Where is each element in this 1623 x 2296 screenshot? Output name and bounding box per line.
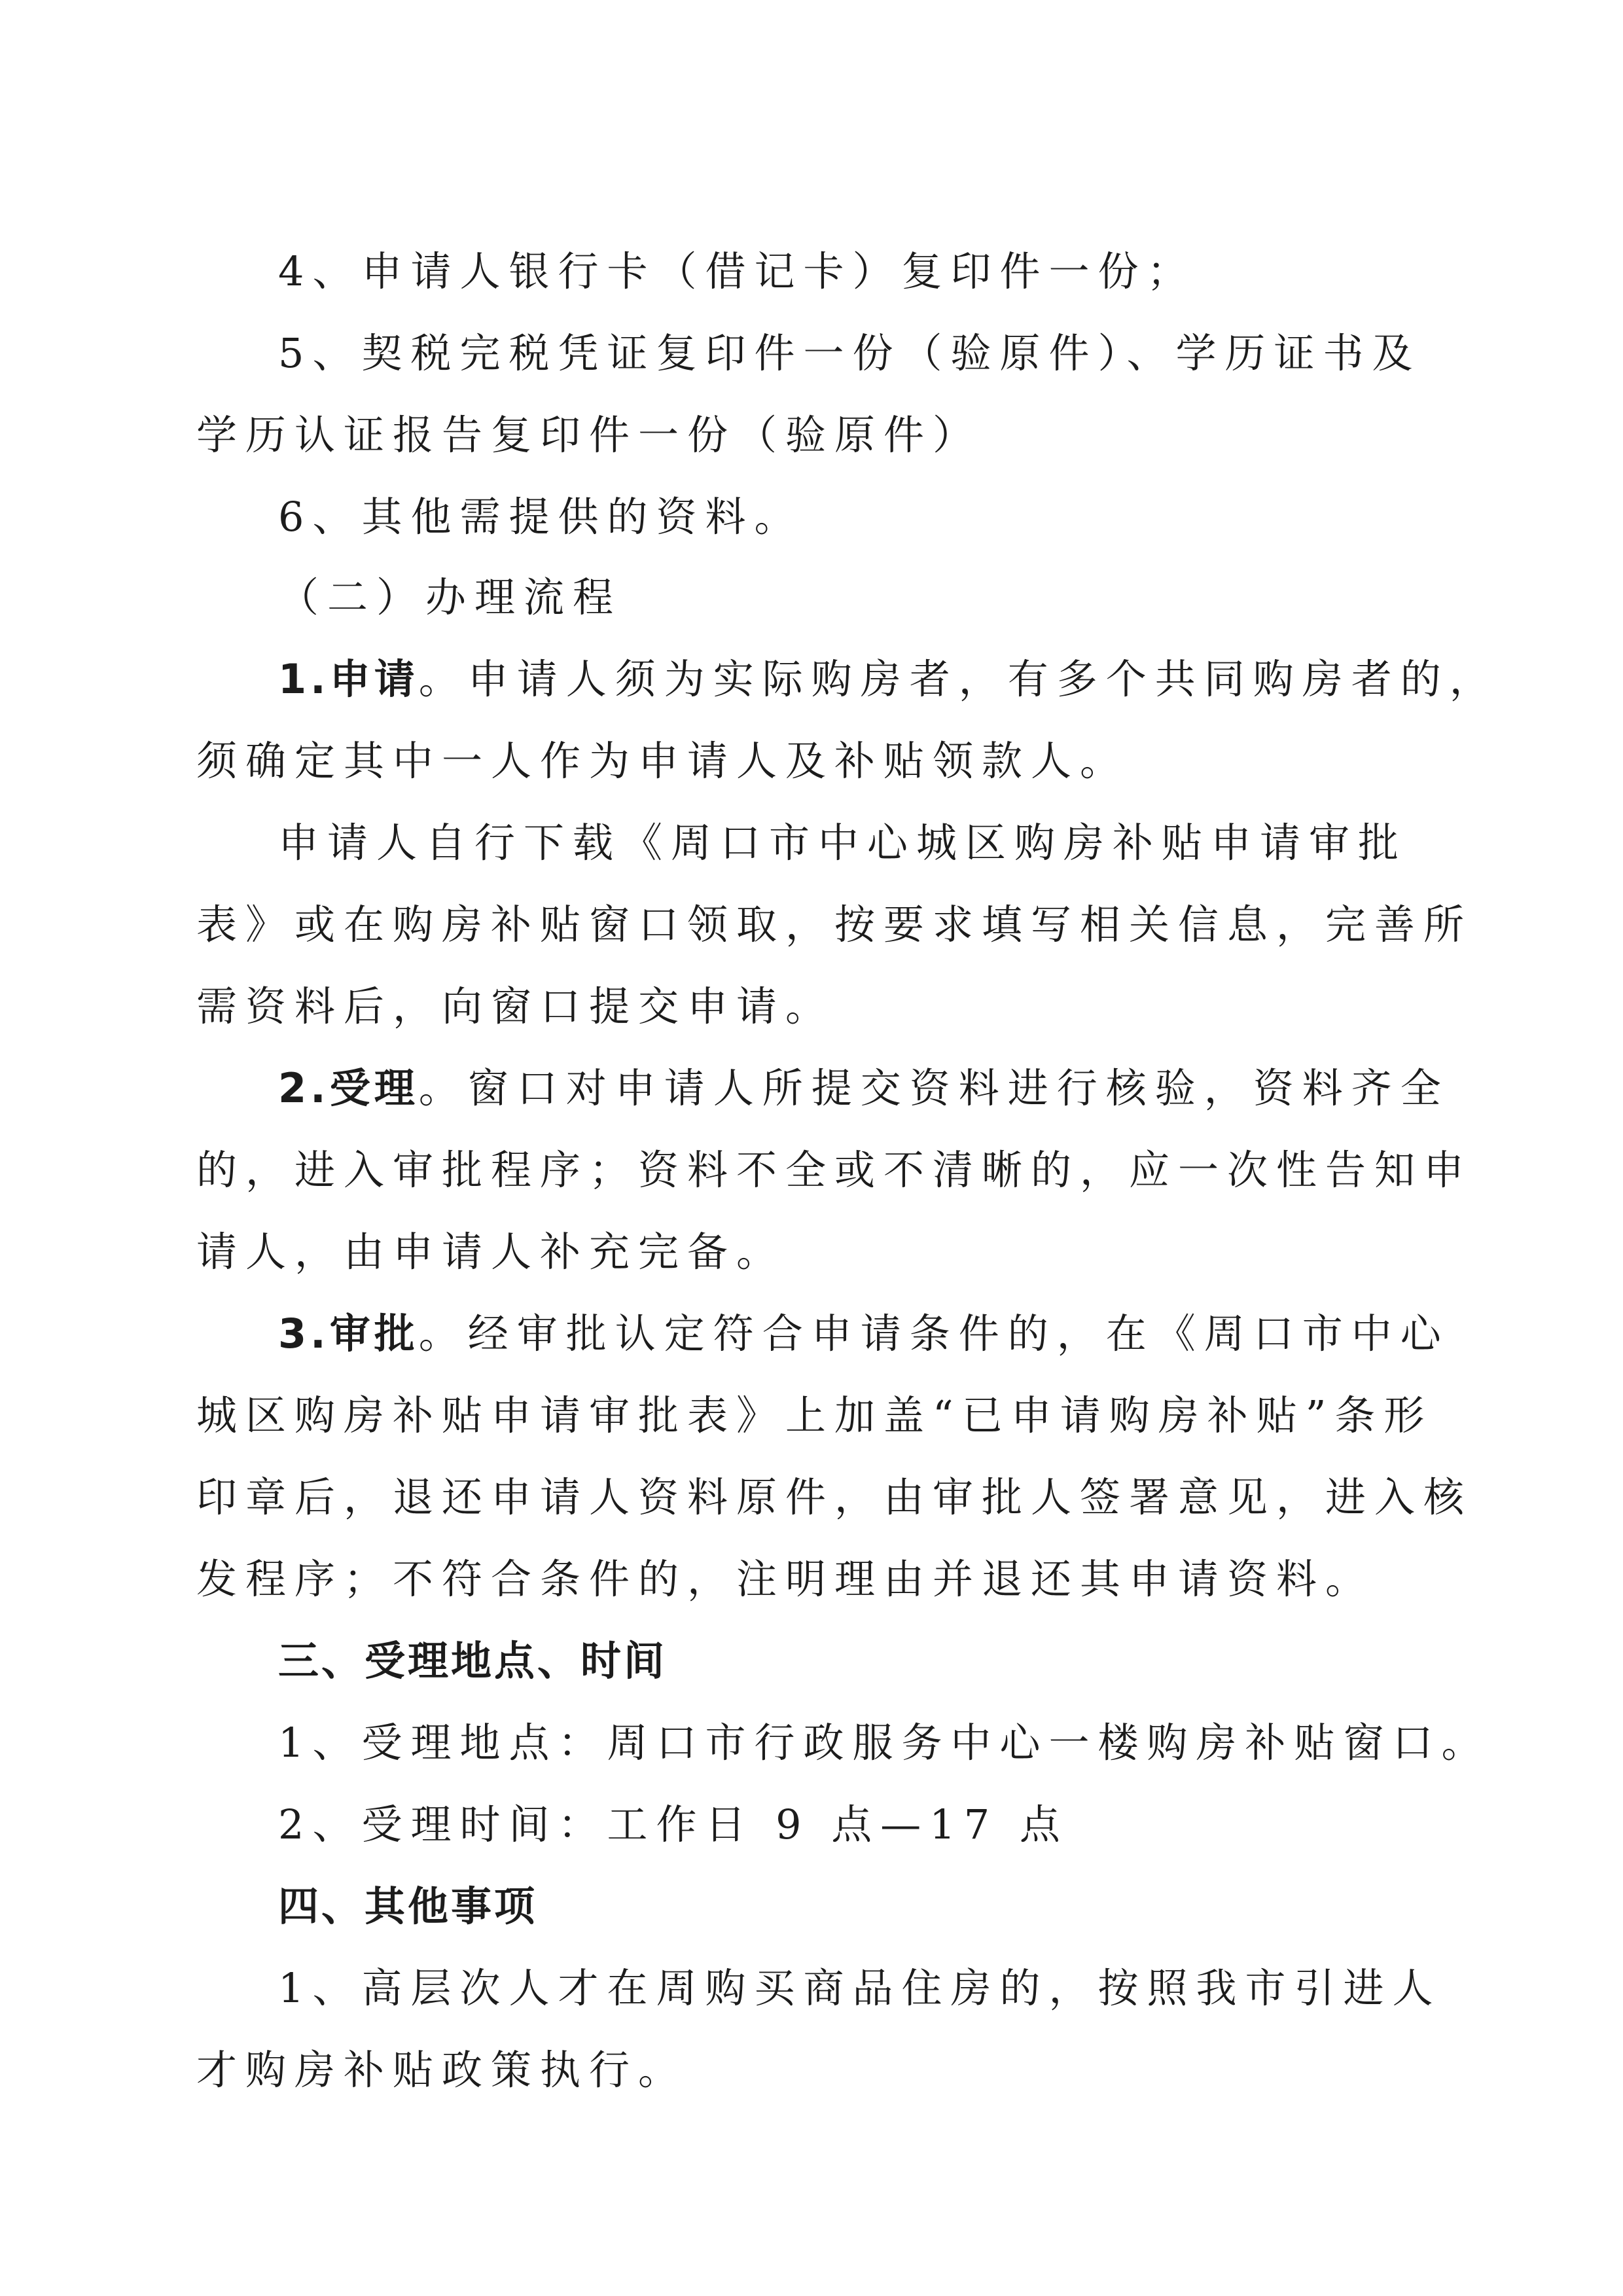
step-2-line-1 bbox=[278, 1062, 1450, 1115]
step-1-para-line-2: 表》或在购房补贴窗口领取，按要求填写相关信息，完善所 bbox=[196, 901, 1473, 948]
section-3-place: 1、受理地点：周口市行政服务中心一楼购房补贴窗口。 bbox=[278, 1719, 1491, 1767]
item-4: 4、申请人银行卡（借记卡）复印件一份； bbox=[278, 247, 1196, 295]
section-3-time: 2、受理时间：工作日 9 点—17 点 bbox=[278, 1801, 1069, 1848]
step-3-line-3: 印章后，退还申请人资料原件，由审批人签署意见，进入核 bbox=[196, 1473, 1473, 1521]
step-1-line-2: 须确定其中一人作为申请人及补贴领款人。 bbox=[196, 737, 1130, 785]
step-1-para-line-3: 需资料后，向窗口提交申请。 bbox=[196, 982, 835, 1030]
step-3-line-4: 发程序；不符合条件的，注明理由并退还其申请资料。 bbox=[196, 1555, 1375, 1603]
step-1-line-1 bbox=[278, 653, 1499, 706]
step-1-text: 。申请人须为实际购房者，有多个共同购房者的， bbox=[418, 655, 1499, 703]
step-2-text: 。窗口对申请人所提交资料进行核验，资料齐全 bbox=[418, 1064, 1450, 1112]
step-2-line-2: 的，进入审批程序；资料不全或不清晰的，应一次性告知申 bbox=[196, 1146, 1473, 1194]
step-3-line-1 bbox=[278, 1308, 1450, 1360]
step-1-para-line-1: 申请人自行下载《周口市中心城区购房补贴申请审批 bbox=[278, 819, 1408, 867]
item-5-line-1: 5、契税完税凭证复印件一份（验原件）、学历证书及 bbox=[278, 329, 1421, 377]
step-1-label: 1.申请 bbox=[278, 655, 419, 703]
item-5-line-2: 学历认证报告复印件一份（验原件） bbox=[196, 411, 982, 459]
section-4-heading: 四、其他事项 bbox=[278, 1882, 538, 1930]
step-3-line-2: 城区购房补贴申请审批表》上加盖“已申请购房补贴”条形 bbox=[196, 1391, 1433, 1439]
item-6: 6、其他需提供的资料。 bbox=[278, 493, 804, 541]
step-3-label: 3.审批 bbox=[278, 1310, 419, 1357]
step-3-text: 。经审批认定符合申请条件的，在《周口市中心 bbox=[418, 1310, 1450, 1357]
process-heading: （二）办理流程 bbox=[278, 573, 622, 621]
section-4-item-1-line-2: 才购房补贴政策执行。 bbox=[196, 2046, 688, 2094]
section-3-heading: 三、受理地点、时间 bbox=[278, 1637, 668, 1685]
step-2-line-3: 请人，由申请人补充完备。 bbox=[196, 1228, 786, 1276]
section-4-item-1-line-1: 1、高层次人才在周购买商品住房的，按照我市引进人 bbox=[278, 1964, 1442, 2012]
step-2-label: 2.受理 bbox=[278, 1064, 419, 1112]
